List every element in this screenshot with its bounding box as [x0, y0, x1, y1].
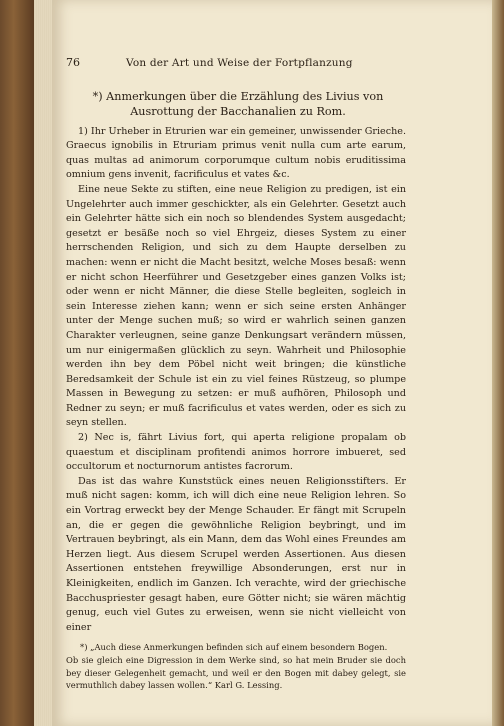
- footnote-text: Ob sie gleich eine Digression in dem Werke sind, so hat mein Bruder sie doch bey dieser Gelegenheit gemacht, und weil er den Bogen mit dabey gelegt, sie vermuthlich dabey lassen wollen.“ Karl G. Lessing.: [66, 654, 406, 691]
- book-binding-right: [492, 0, 504, 726]
- page-edges: [34, 0, 52, 726]
- book-binding-left: [0, 0, 34, 726]
- paragraph-1: 1) Ihr Urheber in Etrurien war ein gemeiner, unwissender Grieche. Graecus ignobilis in Etruriam primus venit nulla cum arte earum, quas multas ad animorum corporumque cultum nobis eruditissima omnium gens invenit, facrificulus et vates &c.: [66, 125, 406, 181]
- paragraph-3: 2) Nec is, fährt Livius fort, qui aperta religione propalam ob quaestum et disciplinam profitendi animos horrore imbueret, sed occultorum et nocturnorum antistes facrorum.: [66, 432, 406, 473]
- page-number: 76: [66, 56, 80, 69]
- paragraph-4: Das ist das wahre Kunststück eines neuen Religionsstifters. Er muß nicht sagen: komm, ich will dich eine neue Religion lehren. So ein Vortrag erweckt bey der Menge Schauder. Er fängt mit Scrupeln an, die er gegen die gewöhnliche Religion beybringt, und im Vertrauen beybringt, als ein Mann, dem das Wohl eines Freundes am Herzen liegt. Aus diesem Scrupel werden Assertionen. Aus diesen Assertionen entstehen freywillige Absonderungen, erst nur in Kleinigkeiten, endlich im Ganzen. Ich verachte, wird der griechische Bacchuspriester gesagt haben, eure Götter nicht; sie wären mächtig genug, euch viel Gutes zu erweisen, wenn sie nicht vielleicht von einer: [66, 475, 406, 633]
- running-head: Von der Art und Weise der Fortpflanzung: [126, 57, 353, 69]
- footnote: [66, 641, 406, 691]
- page-header: [66, 56, 406, 71]
- page-content: [66, 56, 406, 692]
- paragraph-2: Eine neue Sekte zu stiften, eine neue Religion zu predigen, ist ein Ungelehrter auch immer geschickter, als ein Gelehrter. Gesetzt auch ein Gelehrter hätte sich ein noch so blendendes System ausgedacht; gesetzt er besäße noch so viel Ehrgeiz, dieses System zu einer herrschenden Religion, und sich zu dem Haupte derselben zu machen: wenn er nicht die Macht besitzt, welche Moses besaß: wenn er nicht schon Heerführer und Gesetzgeber eines ganzen Volks ist; oder wenn er nicht Männer, die diese Stelle begleiten, sogleich in sein Interesse ziehen kann; wenn er sich seine ersten Anhänger unter der Menge suchen muß; so wird er wahrlich seinen ganzen Charakter verleugnen, seine ganze Denkungsart verändern müssen, um nur einigermaßen glücklich zu seyn. Wahrheit und Philosophie werden ihn bey dem Pöbel nicht weit bringen; die künstliche Beredsamkeit der Schule ist ein zu viel feines Rüstzeug, so plumpe Massen in Bewegung zu setzen: er muß aufhören, Philosoph und Redner zu seyn; er muß facrificulus et vates werden, oder es sich zu seyn stellen.: [66, 183, 406, 429]
- footnote-line-first: *) „Auch diese Anmerkungen befinden sich auf einem besondern Bogen.: [80, 642, 388, 653]
- section-title: *) Anmerkungen über die Erzählung des Livius von Ausrottung der Bacchanalien zu Rom.: [92, 89, 384, 118]
